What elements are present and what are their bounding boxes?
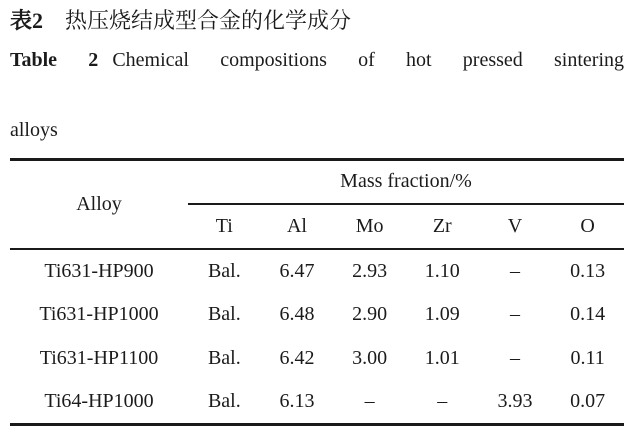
- table-caption-chinese: 热压烧结成型合金的化学成分: [65, 8, 352, 33]
- column-header-o: O: [551, 204, 624, 249]
- table-row: [10, 337, 624, 381]
- value-cell: –: [509, 259, 520, 282]
- value-cell: 6.42: [279, 347, 315, 369]
- table-row: [10, 293, 624, 337]
- table-number-english: Table 2: [10, 49, 99, 71]
- table-caption-english-line1: Chemical compositions of hot pressed sintering: [112, 49, 625, 71]
- value-cell: 6.13: [279, 390, 315, 413]
- table-title-english: [10, 43, 624, 113]
- header-group-row: [10, 160, 624, 204]
- value-cell: 0.07: [570, 390, 606, 413]
- column-header-ti: Ti: [188, 204, 261, 249]
- value-cell: Bal.: [207, 303, 241, 325]
- alloy-cell: Ti631-HP900: [44, 259, 154, 282]
- column-header-alloy: Alloy: [10, 160, 188, 249]
- table-row: [10, 249, 624, 293]
- value-cell: 6.47: [279, 259, 315, 282]
- value-cell: Bal.: [207, 390, 241, 413]
- value-cell: 1.10: [424, 259, 460, 282]
- value-cell: 0.14: [570, 303, 606, 325]
- value-cell: –: [509, 347, 520, 369]
- value-cell: 2.93: [352, 259, 388, 282]
- value-cell: –: [364, 390, 375, 413]
- chemical-composition-table: [10, 158, 624, 426]
- value-cell: 3.93: [497, 390, 533, 413]
- value-cell: Bal.: [207, 347, 241, 369]
- value-cell: 0.13: [570, 259, 606, 282]
- alloy-cell: Ti631-HP1000: [39, 303, 159, 325]
- value-cell: 0.11: [570, 347, 605, 369]
- table-title-chinese: [10, 5, 624, 37]
- value-cell: 1.01: [424, 347, 460, 369]
- column-header-v: V: [479, 204, 552, 249]
- value-cell: 6.48: [279, 303, 315, 325]
- value-cell: Bal.: [207, 259, 241, 282]
- value-cell: 2.90: [352, 303, 388, 325]
- column-header-zr: Zr: [406, 204, 479, 249]
- value-cell: –: [437, 390, 448, 413]
- column-group-header-mass-fraction: Mass fraction/%: [188, 160, 624, 204]
- table-number-chinese: 表2: [10, 8, 44, 33]
- value-cell: 1.09: [424, 303, 460, 325]
- table-row: [10, 381, 624, 425]
- value-cell: 3.00: [352, 347, 388, 369]
- table-caption-english-line2: alloys: [10, 119, 58, 141]
- value-cell: –: [509, 303, 520, 325]
- column-header-al: Al: [261, 204, 334, 249]
- column-header-mo: Mo: [333, 204, 406, 249]
- alloy-cell: Ti64-HP1000: [44, 390, 154, 413]
- alloy-cell: Ti631-HP1100: [39, 347, 159, 369]
